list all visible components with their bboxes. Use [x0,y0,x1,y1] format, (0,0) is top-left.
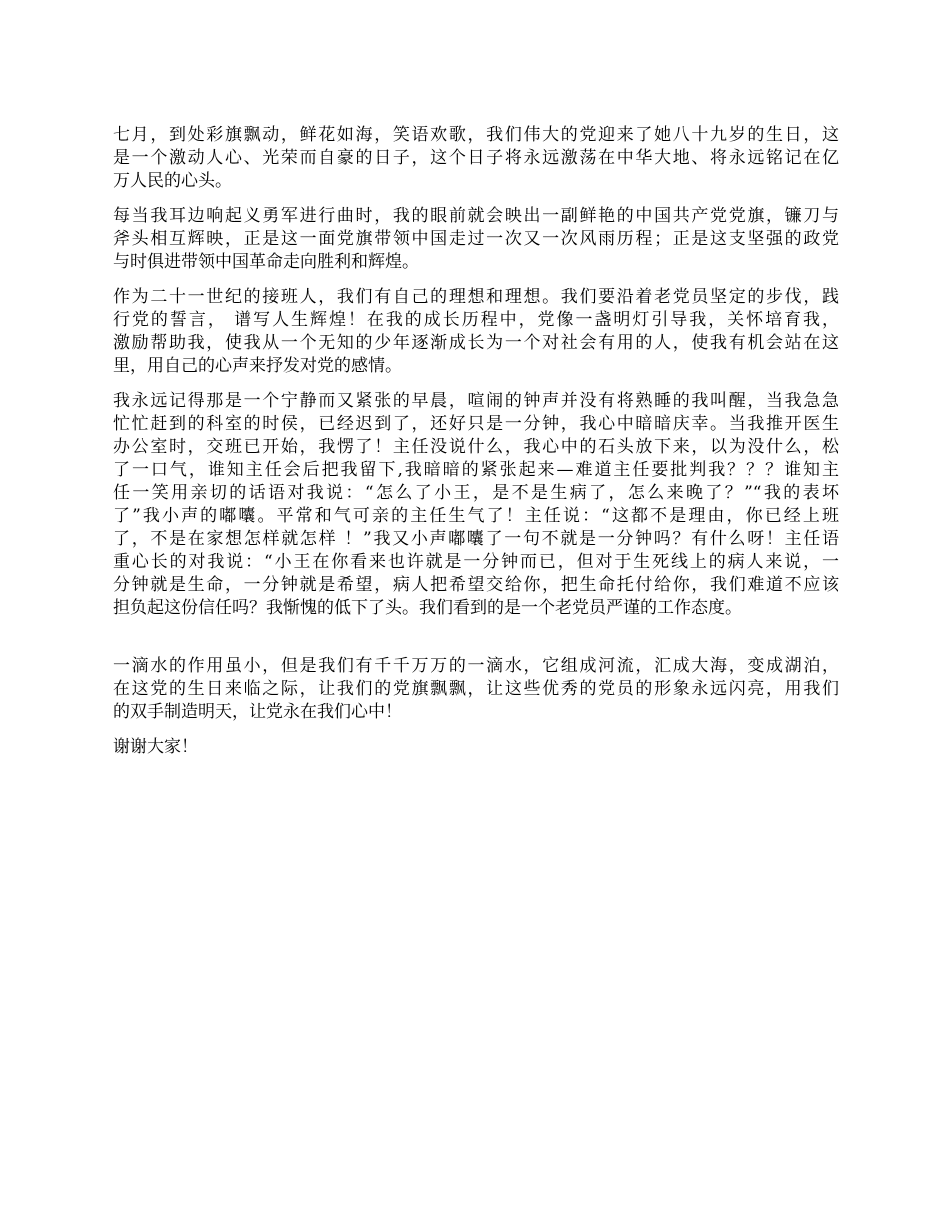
paragraph-4 [113,390,839,620]
text-line: 了一口气，谁知主任会后把我留下,我暗暗的紧张起来—难道主任要批判我？？？谁知主 [113,460,839,480]
text-line: 担负起这份信任吗？我惭愧的低下了头。我们看到的是一个老党员严谨的工作态度。 [113,598,742,618]
text-line: 斧头相互辉映，正是这一面党旗带领中国走过一次又一次风雨历程；正是这支坚强的政党 [113,229,839,249]
text-line: 里，用自己的心声来抒发对党的感情。 [113,356,402,376]
text-line: 一滴水的作用虽小，但是我们有千千万万的一滴水，它组成河流，汇成大海，变成湖泊， [113,656,839,676]
paragraph-2 [113,205,839,274]
paragraph-1 [113,124,839,193]
text-line: 的双手制造明天，让党永在我们心中！ [113,702,402,722]
closing-line: 谢谢大家！ [113,737,198,757]
text-line: 重心长的对我说：“小王在你看来也许就是一分钟而已，但对于生死线上的病人来说，一 [113,552,839,572]
text-line: 忙忙赶到的科室的时侯，已经迟到了，还好只是一分钟，我心中暗暗庆幸。当我推开医生 [113,414,839,434]
text-line: 七月，到处彩旗飘动，鲜花如海，笑语欢歌，我们伟大的党迎来了她八十九岁的生日，这 [113,125,839,145]
text-line: 行党的誓言， 谱写人生辉煌！在我的成长历程中，党像一盏明灯引导我，关怀培育我， [113,310,839,330]
text-line: 了，不是在家想怎样就怎样 ！”我又小声嘟囔了一句不就是一分钟吗？有什么呀！主任语 [113,529,839,549]
text-line: 每当我耳边响起义勇军进行曲时，我的眼前就会映出一副鲜艳的中国共产党党旗，镰刀与 [113,206,839,226]
text-line: 任一笑用亲切的话语对我说：“怎么了小王，是不是生病了，怎么来晚了？”“我的表坏 [113,483,839,503]
text-line: 了”我小声的嘟囔。平常和气可亲的主任生气了！主任说：“这都不是理由，你已经上班 [113,506,839,526]
text-line: 在这党的生日来临之际，让我们的党旗飘飘，让这些优秀的党员的形象永远闪亮，用我们 [113,679,839,699]
blank-line [113,632,839,655]
text-line: 办公室时，交班已开始，我愣了！主任没说什么，我心中的石头放下来，以为没什么，松 [113,437,839,457]
closing-paragraph [113,736,839,759]
text-line: 分钟就是生命，一分钟就是希望，病人把希望交给你，把生命托付给你，我们难道不应该 [113,575,839,595]
paragraph-5 [113,655,839,724]
paragraph-3 [113,286,839,378]
document-body [113,124,839,771]
text-line: 我永远记得那是一个宁静而又紧张的早晨，喧闹的钟声并没有将熟睡的我叫醒，当我急急 [113,391,839,411]
text-line: 是一个激动人心、光荣而自豪的日子，这个日子将永远激荡在中华大地、将永远铭记在亿 [113,148,839,168]
text-line: 作为二十一世纪的接班人，我们有自己的理想和理想。我们要沿着老党员坚定的步伐，践 [113,287,839,307]
text-line: 激励帮助我，使我从一个无知的少年逐渐成长为一个对社会有用的人，使我有机会站在这 [113,333,839,353]
text-line: 与时俱进带领中国革命走向胜利和辉煌。 [113,252,419,272]
text-line: 万人民的心头。 [113,171,232,191]
